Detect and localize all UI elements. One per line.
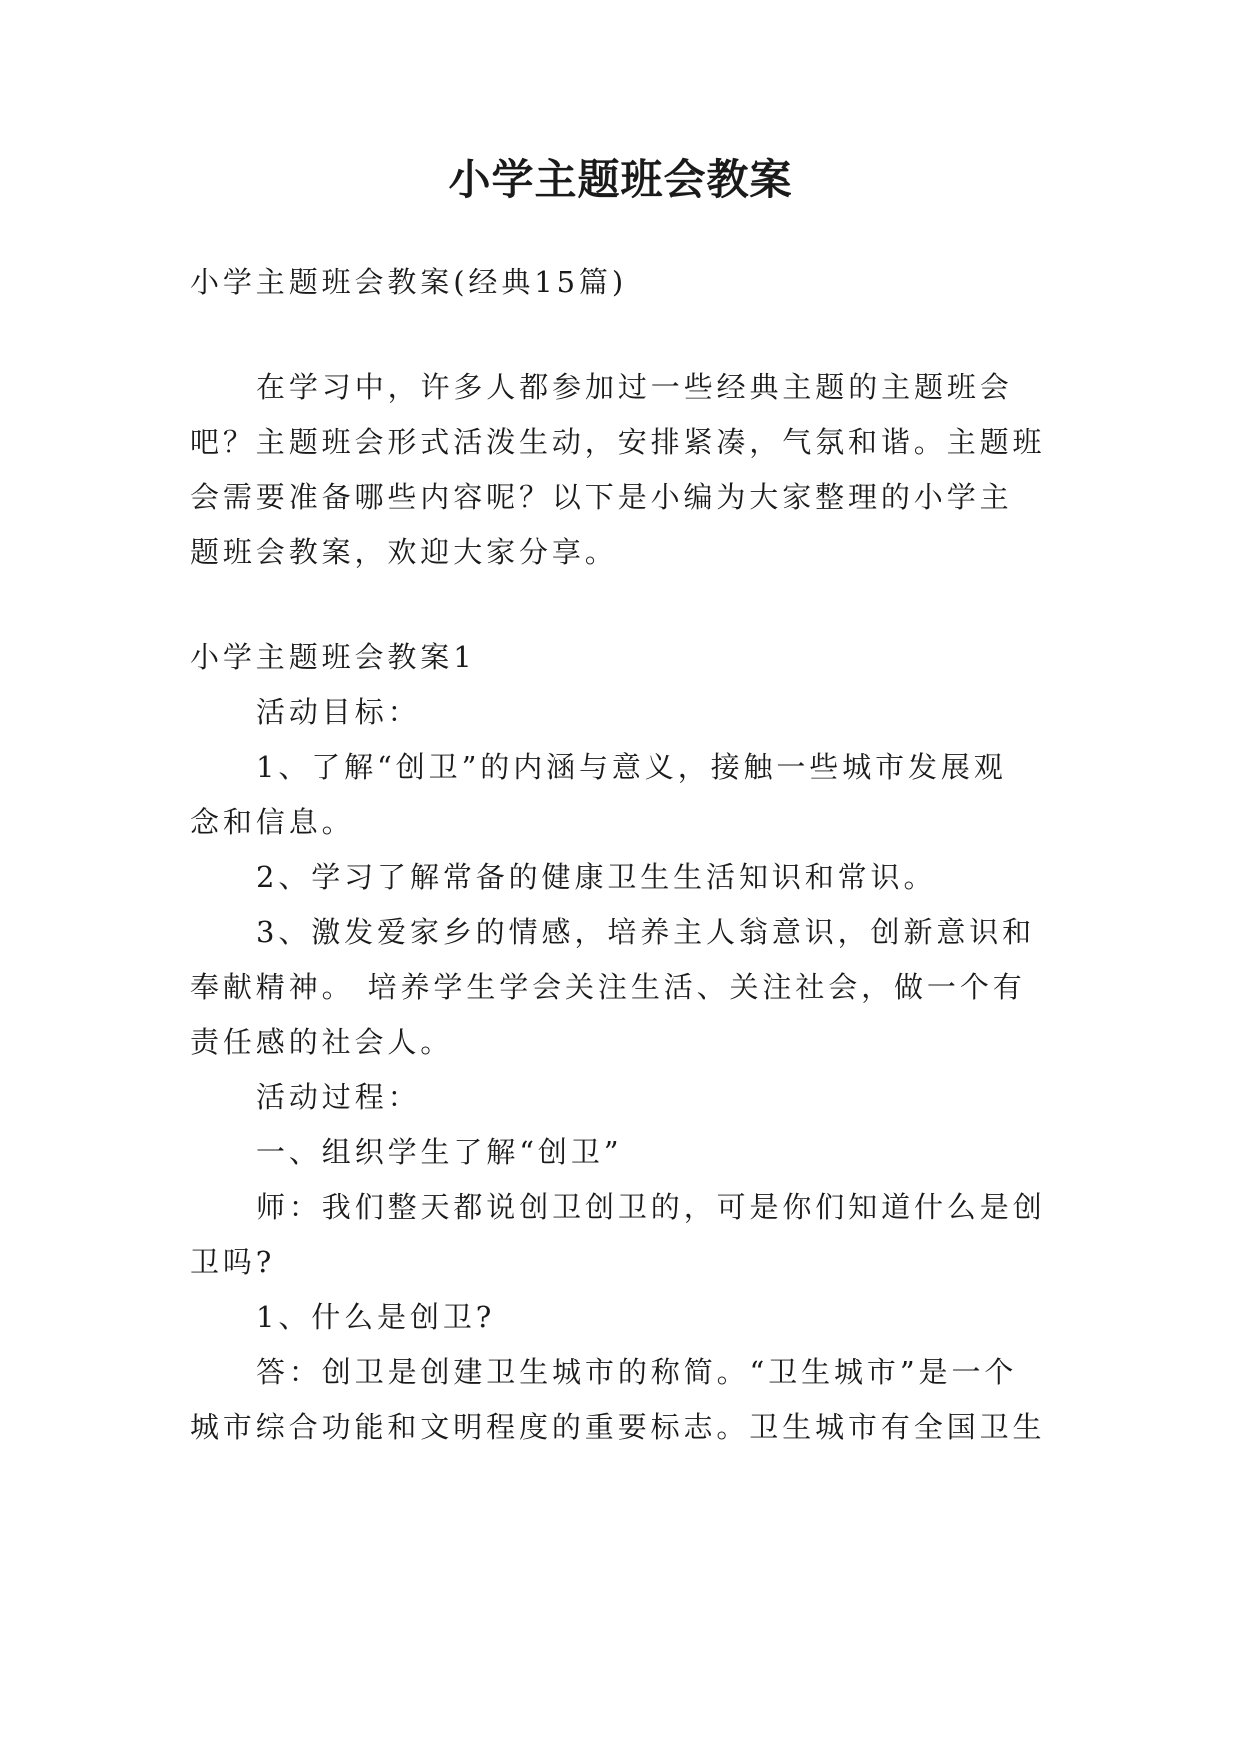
body-line-1: 活动目标： [256, 695, 421, 729]
body-line-13: 答：创卫是创建卫生城市的称简。“卫生城市”是一个 [256, 1355, 1018, 1389]
body-line-6: 奉献精神。 培养学生学会关注生活、关注社会，做一个有 [190, 970, 1026, 1004]
body-line-7: 责任感的社会人。 [190, 1025, 454, 1059]
body-line-9: 一、组织学生了解“创卫” [256, 1135, 623, 1169]
body-line-14: 城市综合功能和文明程度的重要标志。卫生城市有全国卫生 [190, 1410, 1046, 1444]
body-line-2: 1、了解“创卫”的内涵与意义，接触一些城市发展观 [256, 750, 1007, 784]
body-line-10: 师：我们整天都说创卫创卫的，可是你们知道什么是创 [256, 1190, 1046, 1224]
intro-line-4: 题班会教案，欢迎大家分享。 [190, 535, 618, 569]
body-line-5: 3、激发爱家乡的情感，培养主人翁意识，创新意识和 [256, 915, 1036, 949]
intro-line-2: 吧？主题班会形式活泼生动，安排紧凑，气氛和谐。主题班 [190, 425, 1046, 459]
body-line-4: 2、学习了解常备的健康卫生生活知识和常识。 [256, 860, 937, 894]
body-line-3: 念和信息。 [190, 805, 355, 839]
document-title: 小学主题班会教案 [448, 155, 793, 204]
intro-line-3: 会需要准备哪些内容呢？以下是小编为大家整理的小学主 [190, 480, 1013, 514]
body-line-12: 1、什么是创卫? [256, 1300, 496, 1334]
document-subtitle: 小学主题班会教案(经典15篇) [190, 265, 628, 299]
section-heading: 小学主题班会教案1 [190, 640, 476, 674]
body-line-11: 卫吗? [190, 1245, 276, 1279]
body-line-8: 活动过程： [256, 1080, 421, 1114]
intro-line-1: 在学习中，许多人都参加过一些经典主题的主题班会 [256, 370, 1013, 404]
